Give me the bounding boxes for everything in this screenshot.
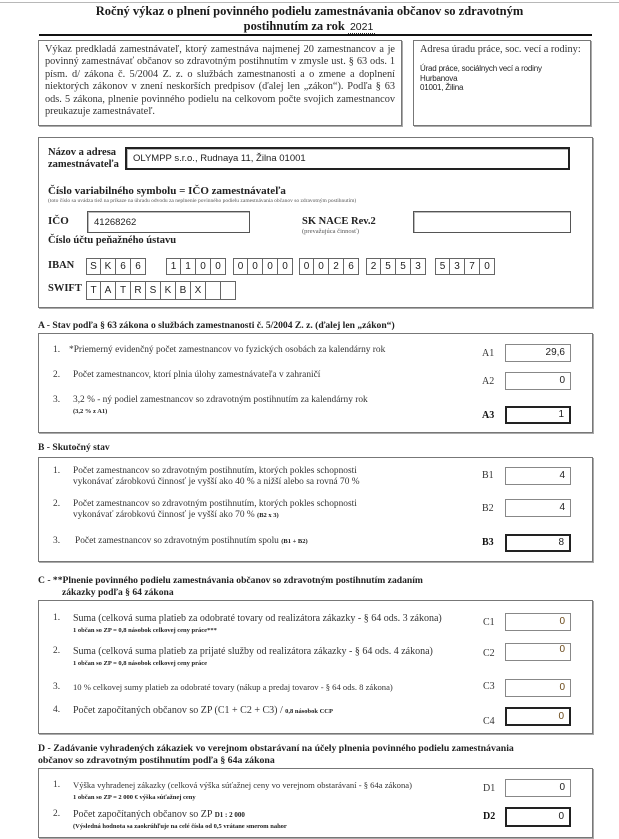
input-c2[interactable]: 0 [505, 643, 571, 661]
iban-cell[interactable]: 0 [480, 258, 495, 275]
iban-cell[interactable]: 6 [131, 258, 146, 275]
row-subtext: (B2 x 3) [257, 512, 279, 519]
row-text-cont: vykonávať zárobkovú činnosť je vyšší ako 70 % [73, 510, 255, 520]
row-number: 1. [53, 613, 61, 623]
row-text [73, 395, 368, 417]
row-text [75, 536, 308, 547]
section-b-heading: B - Skutočný stav [38, 442, 110, 453]
swift-input [86, 281, 236, 300]
iban-cell[interactable]: K [101, 258, 116, 275]
employer-name-label-1: Názov a adresa [48, 147, 117, 158]
office-address[interactable] [420, 64, 584, 93]
row-subtext: (3,2 % z A1) [73, 408, 108, 415]
row-text: *Priemerný evidenčný počet zamestnancov vo fyzických osobách za kalendárny rok [69, 345, 386, 355]
swift-cell[interactable] [206, 281, 221, 300]
nace-label: SK NACE Rev.2 [302, 216, 376, 227]
iban-group [299, 258, 359, 275]
code-c4: C4 [483, 716, 495, 727]
swift-cell[interactable]: K [161, 281, 176, 300]
swift-cell[interactable] [221, 281, 236, 300]
swift-cell[interactable]: S [146, 281, 161, 300]
vs-note: (toto číslo sa uvádza tiež na príkaze na úhradu odvodu za neplnenie povinného podielu zamestnávania občanov so zdravotným postihnutím) [48, 198, 357, 204]
iban-cell[interactable]: 0 [248, 258, 263, 275]
iban-cell[interactable]: 0 [211, 258, 226, 275]
iban-cell[interactable]: 0 [196, 258, 211, 275]
iban-cell[interactable]: 7 [465, 258, 480, 275]
code-c2: C2 [483, 648, 495, 659]
row-number: 3. [53, 395, 61, 405]
row-number: 2. [53, 809, 61, 819]
section-d-heading [38, 743, 514, 767]
row-text-main: 3,2 % - ný podiel zamestnancov so zdravotným postihnutím za kalendárny rok [73, 395, 368, 405]
input-c1[interactable]: 0 [505, 613, 571, 631]
input-d1[interactable]: 0 [505, 779, 571, 797]
row-subtext: 1 občan so ZP = 0,8 násobok celkovej ceny práce*** [73, 627, 217, 634]
account-label: Číslo účtu peňažného ústavu [48, 235, 177, 246]
nace-note: (prevažujúca činnosť) [302, 228, 360, 235]
row-text-main: Počet zamestnancov so zdravotným postihnutím spolu [75, 536, 279, 546]
employer-name-label [48, 147, 119, 171]
section-d-heading-line-2: občanov so zdravotným postihnutím podľa § 64a zákona [38, 755, 275, 766]
section-c-heading [38, 575, 423, 599]
row-text [73, 705, 333, 717]
input-c4[interactable]: 0 [505, 707, 571, 726]
code-c1: C1 [483, 617, 495, 628]
section-a-heading: A - Stav podľa § 63 zákona o službách zamestnanosti č. 5/2004 Z. z. (ďalej len „zákon“) [38, 320, 395, 331]
swift-cell[interactable]: A [101, 281, 116, 300]
vs-label: Číslo variabilného symbolu = IČO zamestnávateľa [48, 185, 286, 197]
code-a1: A1 [482, 348, 495, 359]
office-address-line-1: Úrad práce, sociálnych vecí a rodiny [420, 64, 542, 73]
code-d1: D1 [483, 783, 496, 794]
nace-input[interactable] [413, 211, 571, 233]
row-text [73, 499, 357, 521]
row-text: 10 % celkovej sumy platieb za odobraté tovary (nákup a predaj tovarov - § 64 ods. 8 zákona) [73, 682, 393, 692]
section-c-heading-line-2: zákazky podľa § 64 zákona [62, 587, 174, 598]
iban-cell[interactable]: S [86, 258, 101, 275]
iban-cell[interactable]: 2 [329, 258, 344, 275]
code-b2: B2 [482, 503, 494, 514]
row-subtext: 1 občan so ZP = 2 000 € výška súťažnej ceny [73, 794, 196, 801]
code-a2: A2 [482, 376, 495, 387]
row-text-main: Počet započítaných občanov so ZP (C1 + C2 + C3) / [73, 705, 283, 716]
row-number: 2. [53, 646, 61, 656]
iban-group [86, 258, 146, 275]
code-d2: D2 [483, 811, 496, 822]
row-number: 1. [53, 780, 61, 790]
input-b3[interactable]: 8 [505, 534, 571, 552]
intro-text: Výkaz predkladá zamestnávateľ, ktorý zamestnáva najmenej 20 zamestnancov a je povinný zamestnávať občanov so zdravotným postihnutím v zmysle ust. § 63 ods. 1 písm. d/ zákona č. 5/2004 Z. z. o službách zamestnanosti a o zmene a doplnení niektorých zákonov v znení neskorších predpisov (ďalej len „zákon“). Podľa § 63 ods. 5 zákona, plnenie povinného podielu na celkovom počte svojich zamestnancov preukazuje zamestnávateľ. [45, 44, 395, 118]
ico-input[interactable]: 41268262 [87, 211, 250, 233]
iban-cell[interactable]: 5 [396, 258, 411, 275]
row-text-main: Výška vyhradenej zákazky (celková výška súťažnej ceny vo verejnom obstarávaní - § 64a zákona) [73, 780, 412, 790]
iban-cell[interactable]: 0 [314, 258, 329, 275]
row-text-main: Počet zamestnancov so zdravotným postihnutím, ktorých pokles schopnosti [73, 466, 357, 476]
row-subtext: (B1 + B2) [281, 538, 308, 545]
row-subtext: 0,8 násobok CCP [285, 708, 333, 715]
swift-cell[interactable]: R [131, 281, 146, 300]
code-b1: B1 [482, 470, 494, 481]
iban-cell[interactable]: 6 [344, 258, 359, 275]
iban-cell[interactable]: 1 [166, 258, 181, 275]
iban-group [233, 258, 293, 275]
input-a2[interactable]: 0 [505, 372, 571, 390]
row-text-main: Suma (celková suma platieb za prijaté služby od realizátora zákazky - § 64 ods. 4 zákona) [73, 646, 433, 657]
iban-cell[interactable]: 3 [411, 258, 426, 275]
year-field[interactable]: 2021 [349, 21, 374, 33]
row-text [73, 780, 412, 803]
form-title [0, 4, 619, 35]
iban-cell[interactable]: 1 [181, 258, 196, 275]
iban-cell[interactable]: 5 [435, 258, 450, 275]
row-text: Počet zamestnancov, ktorí plnia úlohy zamestnávateľa v zahraničí [73, 370, 321, 380]
row-text [73, 809, 287, 832]
office-address-box [413, 40, 591, 126]
iban-group [435, 258, 495, 275]
employer-section [38, 137, 593, 308]
code-b3: B3 [482, 537, 494, 548]
row-number: 2. [53, 370, 61, 380]
iban-cell[interactable]: 5 [381, 258, 396, 275]
row-text-main: Počet započítaných občanov so ZP [73, 809, 213, 820]
row-number: 2. [53, 499, 61, 509]
row-text [73, 466, 360, 488]
iban-cell[interactable]: 0 [299, 258, 314, 275]
row-text [73, 646, 433, 669]
iban-cell[interactable]: 0 [263, 258, 278, 275]
office-address-line-2: Hurbanova [420, 73, 458, 83]
row-text-cont: vykonávať zárobkovú činnosť je vyšší ako 40 % a nižší alebo sa rovná 70 % [73, 477, 360, 487]
input-b1[interactable]: 4 [505, 467, 571, 485]
section-d [38, 768, 593, 838]
swift-cell[interactable]: T [86, 281, 101, 300]
iban-label: IBAN [48, 260, 75, 271]
swift-cell[interactable]: B [176, 281, 191, 300]
employer-name-label-2: zamestnávateľa [48, 159, 119, 170]
intro-text-box [38, 40, 402, 126]
title-line-1: Ročný výkaz o plnení povinného podielu zamestnávania občanov so zdravotným [95, 4, 524, 18]
iban-cell[interactable]: 2 [366, 258, 381, 275]
row-text-main: Suma (celková suma platieb za odobraté tovary od realizátora zákazky - § 64 ods. 3 zákona) [73, 613, 442, 624]
row-number: 3. [53, 682, 61, 692]
row-number: 1. [53, 466, 61, 476]
top-border [0, 2, 619, 3]
row-subtext: 1 občan so ZP = 0,8 násobok celkovej ceny práce [73, 660, 208, 667]
swift-cell[interactable]: X [191, 281, 206, 300]
ico-label: IČO [48, 215, 69, 227]
swift-label: SWIFT [48, 283, 82, 294]
input-a3[interactable]: 1 [505, 406, 571, 424]
section-c [38, 600, 593, 734]
iban-cell[interactable]: 0 [278, 258, 293, 275]
input-b2[interactable]: 4 [505, 499, 571, 517]
input-a1[interactable]: 29,6 [505, 344, 571, 362]
iban-cell[interactable]: 6 [116, 258, 131, 275]
input-c3[interactable]: 0 [505, 679, 571, 697]
iban-cell[interactable]: 0 [233, 258, 248, 275]
code-c3: C3 [483, 681, 495, 692]
title-rule [39, 34, 592, 36]
office-label: Adresa úradu práce, soc. vecí a rodiny: [420, 44, 581, 55]
row-number: 3. [53, 536, 61, 546]
row-inline-formula: D1 : 2 000 [214, 811, 245, 819]
office-address-line-3: 01001, Žilina [420, 83, 464, 92]
input-d2[interactable]: 0 [505, 807, 571, 827]
section-d-heading-line-1: D - Zadávanie vyhradených zákaziek vo verejnom obstarávaní na účely plnenia povinného podielu zamestnávania [38, 743, 514, 754]
section-b [38, 457, 593, 562]
iban-group [166, 258, 226, 275]
swift-cell[interactable]: T [116, 281, 131, 300]
employer-name-input[interactable]: OLYMPP s.r.o., Rudnaya 11, Žilna 01001 [125, 147, 570, 170]
iban-group [366, 258, 426, 275]
row-subtext: (Výsledná hodnota sa zaokrúhľuje na celé čísla od 0,5 vrátane smerom nahor [73, 823, 287, 830]
row-number: 1. [53, 345, 61, 355]
section-c-heading-line-1: C - **Plnenie povinného podielu zamestnávania občanov so zdravotným postihnutím zadaním [38, 575, 423, 586]
code-a3: A3 [482, 410, 495, 421]
title-line-2: postihnutím za rok [243, 19, 345, 33]
row-text [73, 613, 442, 636]
row-number: 4. [53, 705, 61, 715]
section-a [38, 333, 593, 433]
row-text-main: Počet zamestnancov so zdravotným postihnutím, ktorých pokles schopnosti [73, 499, 357, 509]
iban-cell[interactable]: 3 [450, 258, 465, 275]
